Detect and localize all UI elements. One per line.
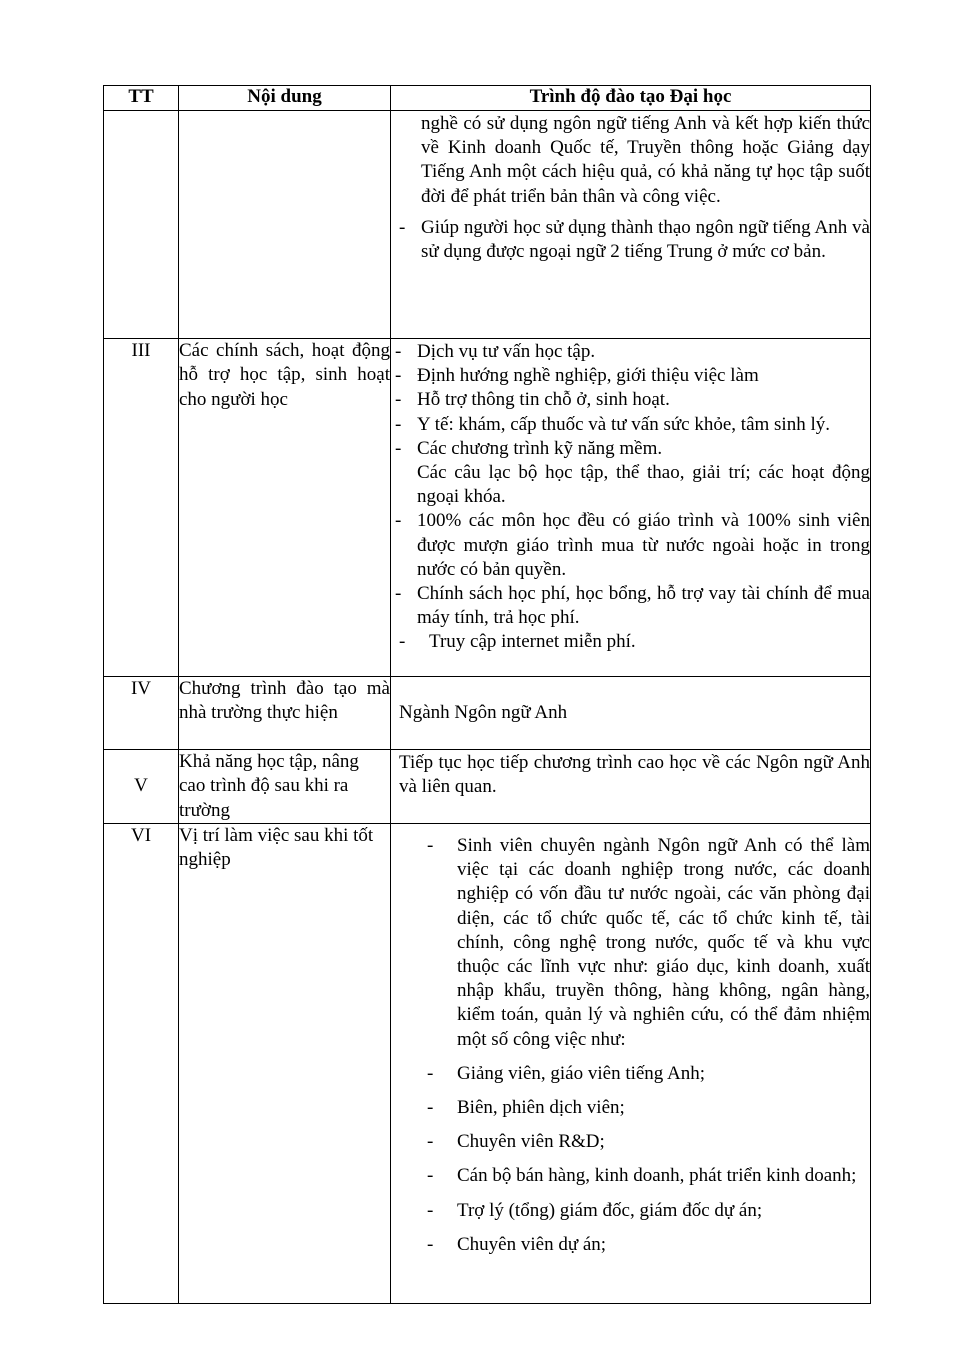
list-item: - Chuyên viên R&D; [427, 1131, 605, 1153]
further-study-text: Tiếp tục học tiếp chương trình cao học về các Ngôn ngữ Anh và liên quan. [399, 752, 870, 798]
list-item: - Hỗ trợ thông tin chỗ ở, sinh hoạt. [395, 389, 670, 411]
list-item: - Các chương trình kỹ năng mềm. [395, 437, 663, 459]
objective-continuation: nghề có sử dụng ngôn ngữ tiếng Anh và kết hợp kiến thức về Kinh doanh Quốc tế, Truyền thông hoặc Giảng dạy Tiếng Anh một cách hiệu quả, có khả năng tự học tập suốt đời để phát triển bản thân và công việc. [421, 113, 870, 207]
row-number: IV [104, 677, 179, 750]
table-row-iii [104, 339, 871, 677]
header-content: Nội dung [179, 86, 391, 111]
row-content: Chương trình đào tạo mà nhà trường thực hiện [179, 677, 391, 750]
table-row-v [104, 750, 871, 824]
list-item: - Dịch vụ tư vấn học tập. [395, 341, 596, 362]
table-row-iv [104, 677, 871, 750]
list-item: - Giảng viên, giáo viên tiếng Anh; [427, 1062, 706, 1084]
list-item: - Chính sách học phí, học bổng, hỗ trợ vay tài chính để mua máy tính, trả học phí. [395, 583, 870, 629]
list-item: - 100% các môn học đều có giáo trình và 100% sinh viên được mượn giáo trình mua từ nước ngoài hoặc in trong nước có bản quyền. [395, 510, 870, 580]
row-content: Khả năng học tập, nâng cao trình độ sau khi ra trường [179, 750, 391, 824]
list-item: - Biên, phiên dịch viên; [427, 1096, 625, 1118]
table-row-vi [104, 823, 871, 1303]
list-item: Các câu lạc bộ học tập, thể thao, giải trí; các hoạt động ngoại khóa. [417, 462, 870, 508]
list-item: - Truy cập internet miễn phí. [399, 631, 636, 653]
list-item: - Chuyên viên dự án; [427, 1233, 607, 1255]
list-item: - Sinh viên chuyên ngành Ngôn ngữ Anh có thể làm việc tại các doanh nghiệp trong nước, các doanh nghiệp có vốn đầu tư nước ngoài, các văn phòng đại diện, các tổ chức quốc tế, các tổ chức kinh tế, tài chính, công nghệ trong nước, quốc tế và khu vực thuộc các lĩnh vực như: giáo dục, kinh doanh, xuất nhập khẩu, truyền thông, hàng không, ngân hàng, kiểm toán, quản lý và nghiên cứu, có thể đảm nhiệm một số công việc như: [427, 834, 870, 1050]
header-level: Trình độ đào tạo Đại học [391, 86, 871, 111]
job-positions-list [391, 824, 870, 1257]
header-tt: TT [104, 86, 179, 111]
row-number: III [104, 339, 179, 677]
row-content: Các chính sách, hoạt động hỗ trợ học tập, sinh hoạt cho người học [179, 339, 391, 677]
list-item: - Định hướng nghề nghiệp, giới thiệu việc làm [395, 365, 759, 387]
training-program-table [103, 85, 871, 1304]
table-row-continuation [104, 111, 871, 339]
row-content: Vị trí làm việc sau khi tốt nghiệp [179, 823, 391, 1303]
row-number: V [104, 750, 179, 824]
list-item: - Y tế: khám, cấp thuốc và tư vấn sức khỏe, tâm sinh lý. [395, 413, 830, 435]
row-number: VI [104, 823, 179, 1303]
program-name: Ngành Ngôn ngữ Anh [391, 677, 871, 750]
support-list [391, 339, 870, 655]
list-item: - Cán bộ bán hàng, kinh doanh, phát triển kinh doanh; [427, 1165, 857, 1187]
header-row [104, 86, 871, 111]
list-item: - Trợ lý (tổng) giám đốc, giám đốc dự án; [427, 1199, 763, 1221]
objective-bullet: - Giúp người học sử dụng thành thạo ngôn ngữ tiếng Anh và sử dụng được ngoại ngữ 2 tiếng Trung ở mức cơ bản. [399, 216, 870, 263]
